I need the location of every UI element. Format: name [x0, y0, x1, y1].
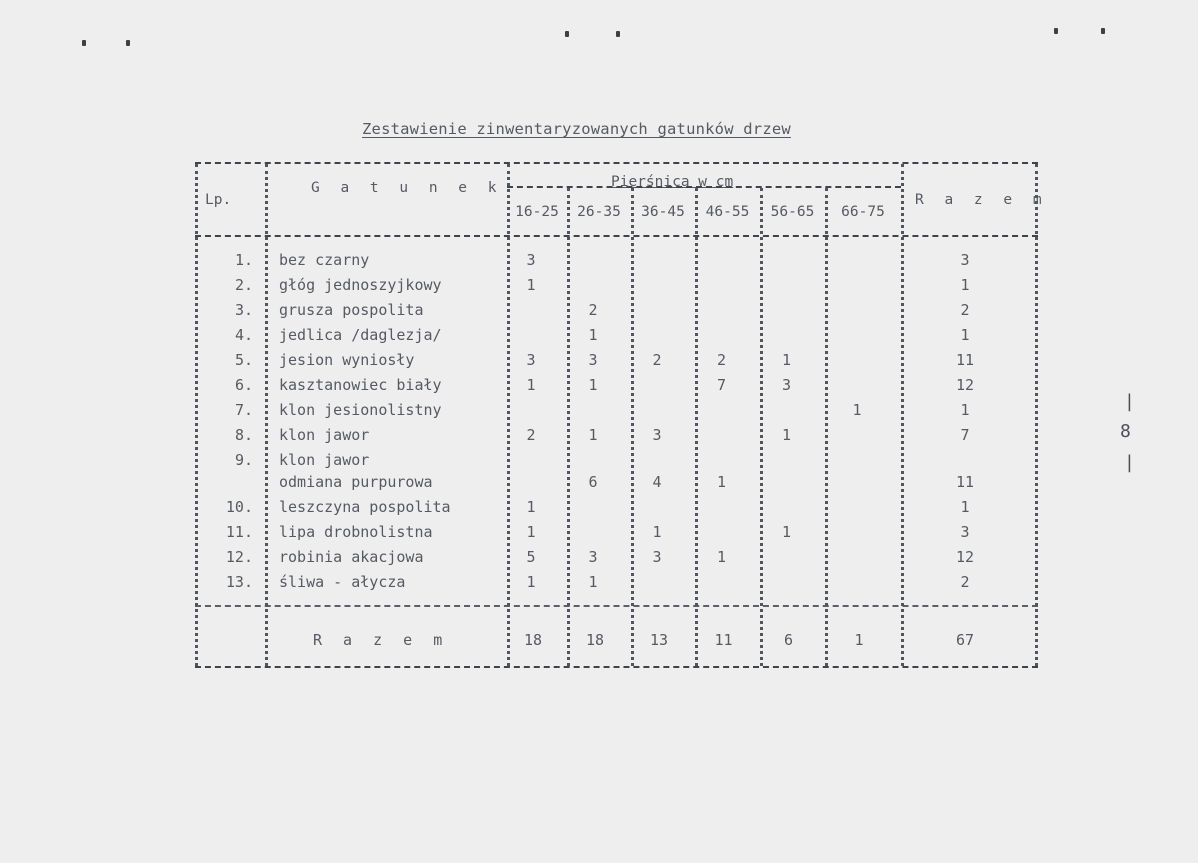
- row-species-name: odmiana purpurowa: [279, 473, 433, 491]
- row-count: [561, 248, 625, 272]
- row-count: [501, 323, 561, 347]
- row-lp: 13.: [225, 573, 253, 591]
- page-number: 8: [1120, 421, 1131, 442]
- row-count: [689, 248, 754, 272]
- row-count: [754, 248, 819, 272]
- row-count: [561, 520, 625, 544]
- header-range: 26-35: [577, 204, 621, 220]
- row-count: [501, 298, 561, 322]
- summary-count: 18: [585, 631, 605, 649]
- row-count: 7: [716, 376, 727, 394]
- row-count: 6: [588, 473, 598, 491]
- summary-count: 6: [783, 631, 794, 649]
- summary-count: 18: [523, 631, 543, 649]
- row-count: [819, 495, 895, 519]
- header-species: G a t u n e k: [311, 180, 503, 196]
- row-lp: 5.: [234, 351, 253, 369]
- row-count: [625, 248, 689, 272]
- row-total: 2: [960, 573, 970, 591]
- row-count: 3: [526, 251, 536, 269]
- row-total: 1: [960, 401, 970, 419]
- row-count: 1: [716, 548, 727, 566]
- row-count: [819, 520, 895, 544]
- row-total: 3: [960, 523, 970, 541]
- row-count: [819, 348, 895, 372]
- row-count: [625, 495, 689, 519]
- row-count: 3: [588, 548, 598, 566]
- column-separator: [265, 164, 268, 666]
- row-count: [754, 495, 819, 519]
- rule-top: [195, 162, 1038, 164]
- header-lp: Lp.: [205, 192, 232, 208]
- row-count: 3: [526, 351, 536, 369]
- row-count: [754, 470, 819, 494]
- row-count: [501, 398, 561, 422]
- row-count: [625, 398, 689, 422]
- row-count: 1: [588, 426, 598, 444]
- row-count: [819, 373, 895, 397]
- row-count: [819, 298, 895, 322]
- row-total: 12: [955, 376, 975, 394]
- row-count: 1: [852, 401, 862, 419]
- row-count: [561, 398, 625, 422]
- row-count: [689, 398, 754, 422]
- row-count: [754, 545, 819, 569]
- row-count: [819, 273, 895, 297]
- summary-count: 11: [714, 631, 733, 649]
- punch-mark: [126, 40, 130, 46]
- row-count: [689, 570, 754, 594]
- row-species-name: głóg jednoszyjkowy: [279, 276, 442, 294]
- row-count: 1: [588, 376, 598, 394]
- row-count: 1: [781, 426, 792, 444]
- row-count: [754, 398, 819, 422]
- header-range: 36-45: [641, 204, 685, 220]
- row-count: 1: [526, 376, 536, 394]
- row-count: 1: [652, 523, 662, 541]
- row-count: [819, 545, 895, 569]
- header-range: 16-25: [515, 204, 559, 220]
- row-species-name: śliwa - ałycza: [279, 573, 406, 591]
- row-count: 1: [588, 326, 598, 344]
- row-lp: 1.: [234, 251, 253, 269]
- row-count: [501, 470, 561, 494]
- row-count: [819, 470, 895, 494]
- row-lp: 11.: [225, 523, 253, 541]
- row-count: [625, 298, 689, 322]
- row-species-name: grusza pospolita: [279, 301, 424, 319]
- row-count: [754, 570, 819, 594]
- row-count: [561, 273, 625, 297]
- row-lp: 10.: [225, 498, 253, 516]
- row-total: 1: [960, 498, 970, 516]
- row-count: 1: [781, 351, 792, 369]
- row-lp: 9.: [234, 451, 253, 469]
- row-count: [689, 495, 754, 519]
- column-separator: [901, 164, 904, 666]
- column-separator: [195, 164, 198, 666]
- row-count: [754, 273, 819, 297]
- row-lp: 7.: [234, 401, 253, 419]
- row-total: 1: [960, 326, 970, 344]
- row-count: 1: [526, 573, 536, 591]
- row-total: 3: [960, 251, 970, 269]
- header-range: 56-65: [770, 204, 815, 220]
- row-species-name: klon jawor: [279, 426, 370, 444]
- row-total: 11: [955, 351, 975, 369]
- summary-label: R a z e m: [313, 631, 449, 649]
- row-species-name: bez czarny: [279, 251, 370, 269]
- header-diameter: Pierśnica w cm: [611, 174, 734, 190]
- punch-mark: [1054, 28, 1058, 34]
- row-lp: 8.: [234, 426, 253, 444]
- row-total: 1: [960, 276, 970, 294]
- row-count: [625, 323, 689, 347]
- row-species-name: klon jawor: [279, 451, 370, 469]
- row-count: 4: [652, 473, 662, 491]
- species-table: [195, 160, 1048, 670]
- row-lp: 12.: [225, 548, 253, 566]
- row-species-name: leszczyna pospolita: [279, 498, 451, 516]
- row-count: [689, 298, 754, 322]
- row-count: 2: [716, 351, 727, 369]
- row-count: 1: [526, 523, 536, 541]
- document-title: Zestawienie zinwentaryzowanych gatunków drzew: [362, 120, 791, 138]
- row-count: [754, 298, 819, 322]
- row-species-name: lipa drobnolistna: [279, 523, 433, 541]
- punch-mark: [616, 31, 620, 37]
- row-count: 1: [526, 498, 536, 516]
- row-species-name: klon jesionolistny: [279, 401, 442, 419]
- row-count: 2: [652, 351, 662, 369]
- row-count: 1: [781, 523, 792, 541]
- header-range: 46-55: [705, 204, 750, 220]
- row-count: 3: [652, 548, 662, 566]
- row-count: [625, 373, 689, 397]
- row-count: [689, 273, 754, 297]
- punch-mark: [1101, 28, 1105, 34]
- row-count: 1: [716, 473, 727, 491]
- row-count: 5: [526, 548, 536, 566]
- row-count: [819, 248, 895, 272]
- row-species-name: kasztanowiec biały: [279, 376, 442, 394]
- row-count: [625, 273, 689, 297]
- row-lp: 2.: [234, 276, 253, 294]
- row-lp: 6.: [234, 376, 253, 394]
- page-marker-dash-bottom: |: [1124, 452, 1135, 473]
- row-count: 2: [526, 426, 536, 444]
- row-count: [819, 323, 895, 347]
- row-count: [754, 323, 819, 347]
- rule-header-bottom: [195, 235, 1038, 237]
- row-count: [561, 495, 625, 519]
- row-count: [819, 570, 895, 594]
- row-count: 3: [588, 351, 598, 369]
- summary-total: 67: [955, 631, 975, 649]
- row-count: [689, 520, 754, 544]
- row-count: [689, 423, 754, 447]
- row-count: 1: [526, 276, 536, 294]
- rule-summary-top: [195, 605, 1038, 607]
- row-count: 2: [588, 301, 598, 319]
- row-count: 3: [652, 426, 662, 444]
- row-species-name: jedlica /daglezja/: [279, 326, 442, 344]
- row-total: 7: [960, 426, 970, 444]
- row-count: 1: [588, 573, 598, 591]
- header-total: R a z e m: [915, 192, 1048, 208]
- punch-mark: [565, 31, 569, 37]
- row-species-name: robinia akacjowa: [279, 548, 424, 566]
- summary-count: 13: [649, 631, 669, 649]
- header-range: 66-75: [841, 204, 885, 220]
- page-marker-dash-top: |: [1124, 391, 1135, 412]
- rule-bottom: [195, 666, 1038, 668]
- row-total: 2: [960, 301, 970, 319]
- punch-mark: [82, 40, 86, 46]
- summary-count: 1: [854, 631, 864, 649]
- row-count: [625, 570, 689, 594]
- row-total: 12: [955, 548, 975, 566]
- row-species-name: jesion wyniosły: [279, 351, 415, 369]
- row-lp: 4.: [234, 326, 253, 344]
- row-count: [689, 323, 754, 347]
- row-lp: 3.: [234, 301, 253, 319]
- row-count: [819, 423, 895, 447]
- row-total: 11: [955, 473, 975, 491]
- column-separator: [1035, 164, 1038, 666]
- row-count: 3: [781, 376, 792, 394]
